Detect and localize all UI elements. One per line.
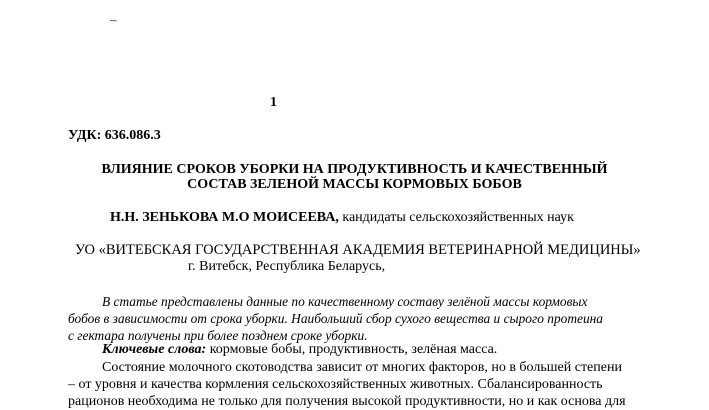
- author-names: Н.Н. ЗЕНЬКОВА М.О МОИСЕЕВА,: [110, 210, 339, 225]
- abstract: [68, 293, 641, 344]
- abstract-line-1: В статье представлены данные по качественному составу зелёной массы кормовых: [102, 294, 588, 309]
- body-line-3: рационов необходима не только для получения высокой продуктивности, но и как основа для: [68, 394, 626, 409]
- authors: [110, 210, 574, 226]
- page-number: 1: [270, 95, 277, 110]
- keywords: [102, 342, 497, 358]
- body-line-1: Состояние молочного скотоводства зависит от многих факторов, но в большей степени: [102, 360, 622, 375]
- affiliation-institution: УО «ВИТЕБСКАЯ ГОСУДАРСТВЕННАЯ АКАДЕМИЯ ВЕТЕРИНАРНОЙ МЕДИЦИНЫ»: [75, 242, 641, 258]
- keywords-label: Ключевые слова:: [102, 342, 207, 357]
- abstract-line-2: бобов в зависимости от срока уборки. Наибольший сбор сухого вещества и сырого протеина: [68, 311, 603, 326]
- keywords-text: кормовые бобы, продуктивность, зелёная масса.: [206, 342, 498, 357]
- body-text: [68, 359, 641, 410]
- author-degree: кандидаты сельскохозяйственных наук: [338, 210, 574, 225]
- affiliation-city: г. Витебск, Республика Беларусь,: [188, 259, 386, 274]
- paper-title-line-2: СОСТАВ ЗЕЛЕНОЙ МАССЫ КОРМОВЫХ БОБОВ: [187, 177, 522, 192]
- udk-code: УДК: 636.086.3: [68, 128, 161, 143]
- abstract-line-3: с гектара получены при более позднем сроке уборки.: [68, 328, 368, 343]
- body-line-2: – от уровня и качества кормления сельскохозяйственных животных. Сбалансированность: [68, 377, 603, 392]
- paper-title-line-1: ВЛИЯНИЕ СРОКОВ УБОРКИ НА ПРОДУКТИВНОСТЬ И КАЧЕСТВЕННЫЙ: [101, 162, 608, 177]
- header-dash: –: [110, 12, 117, 27]
